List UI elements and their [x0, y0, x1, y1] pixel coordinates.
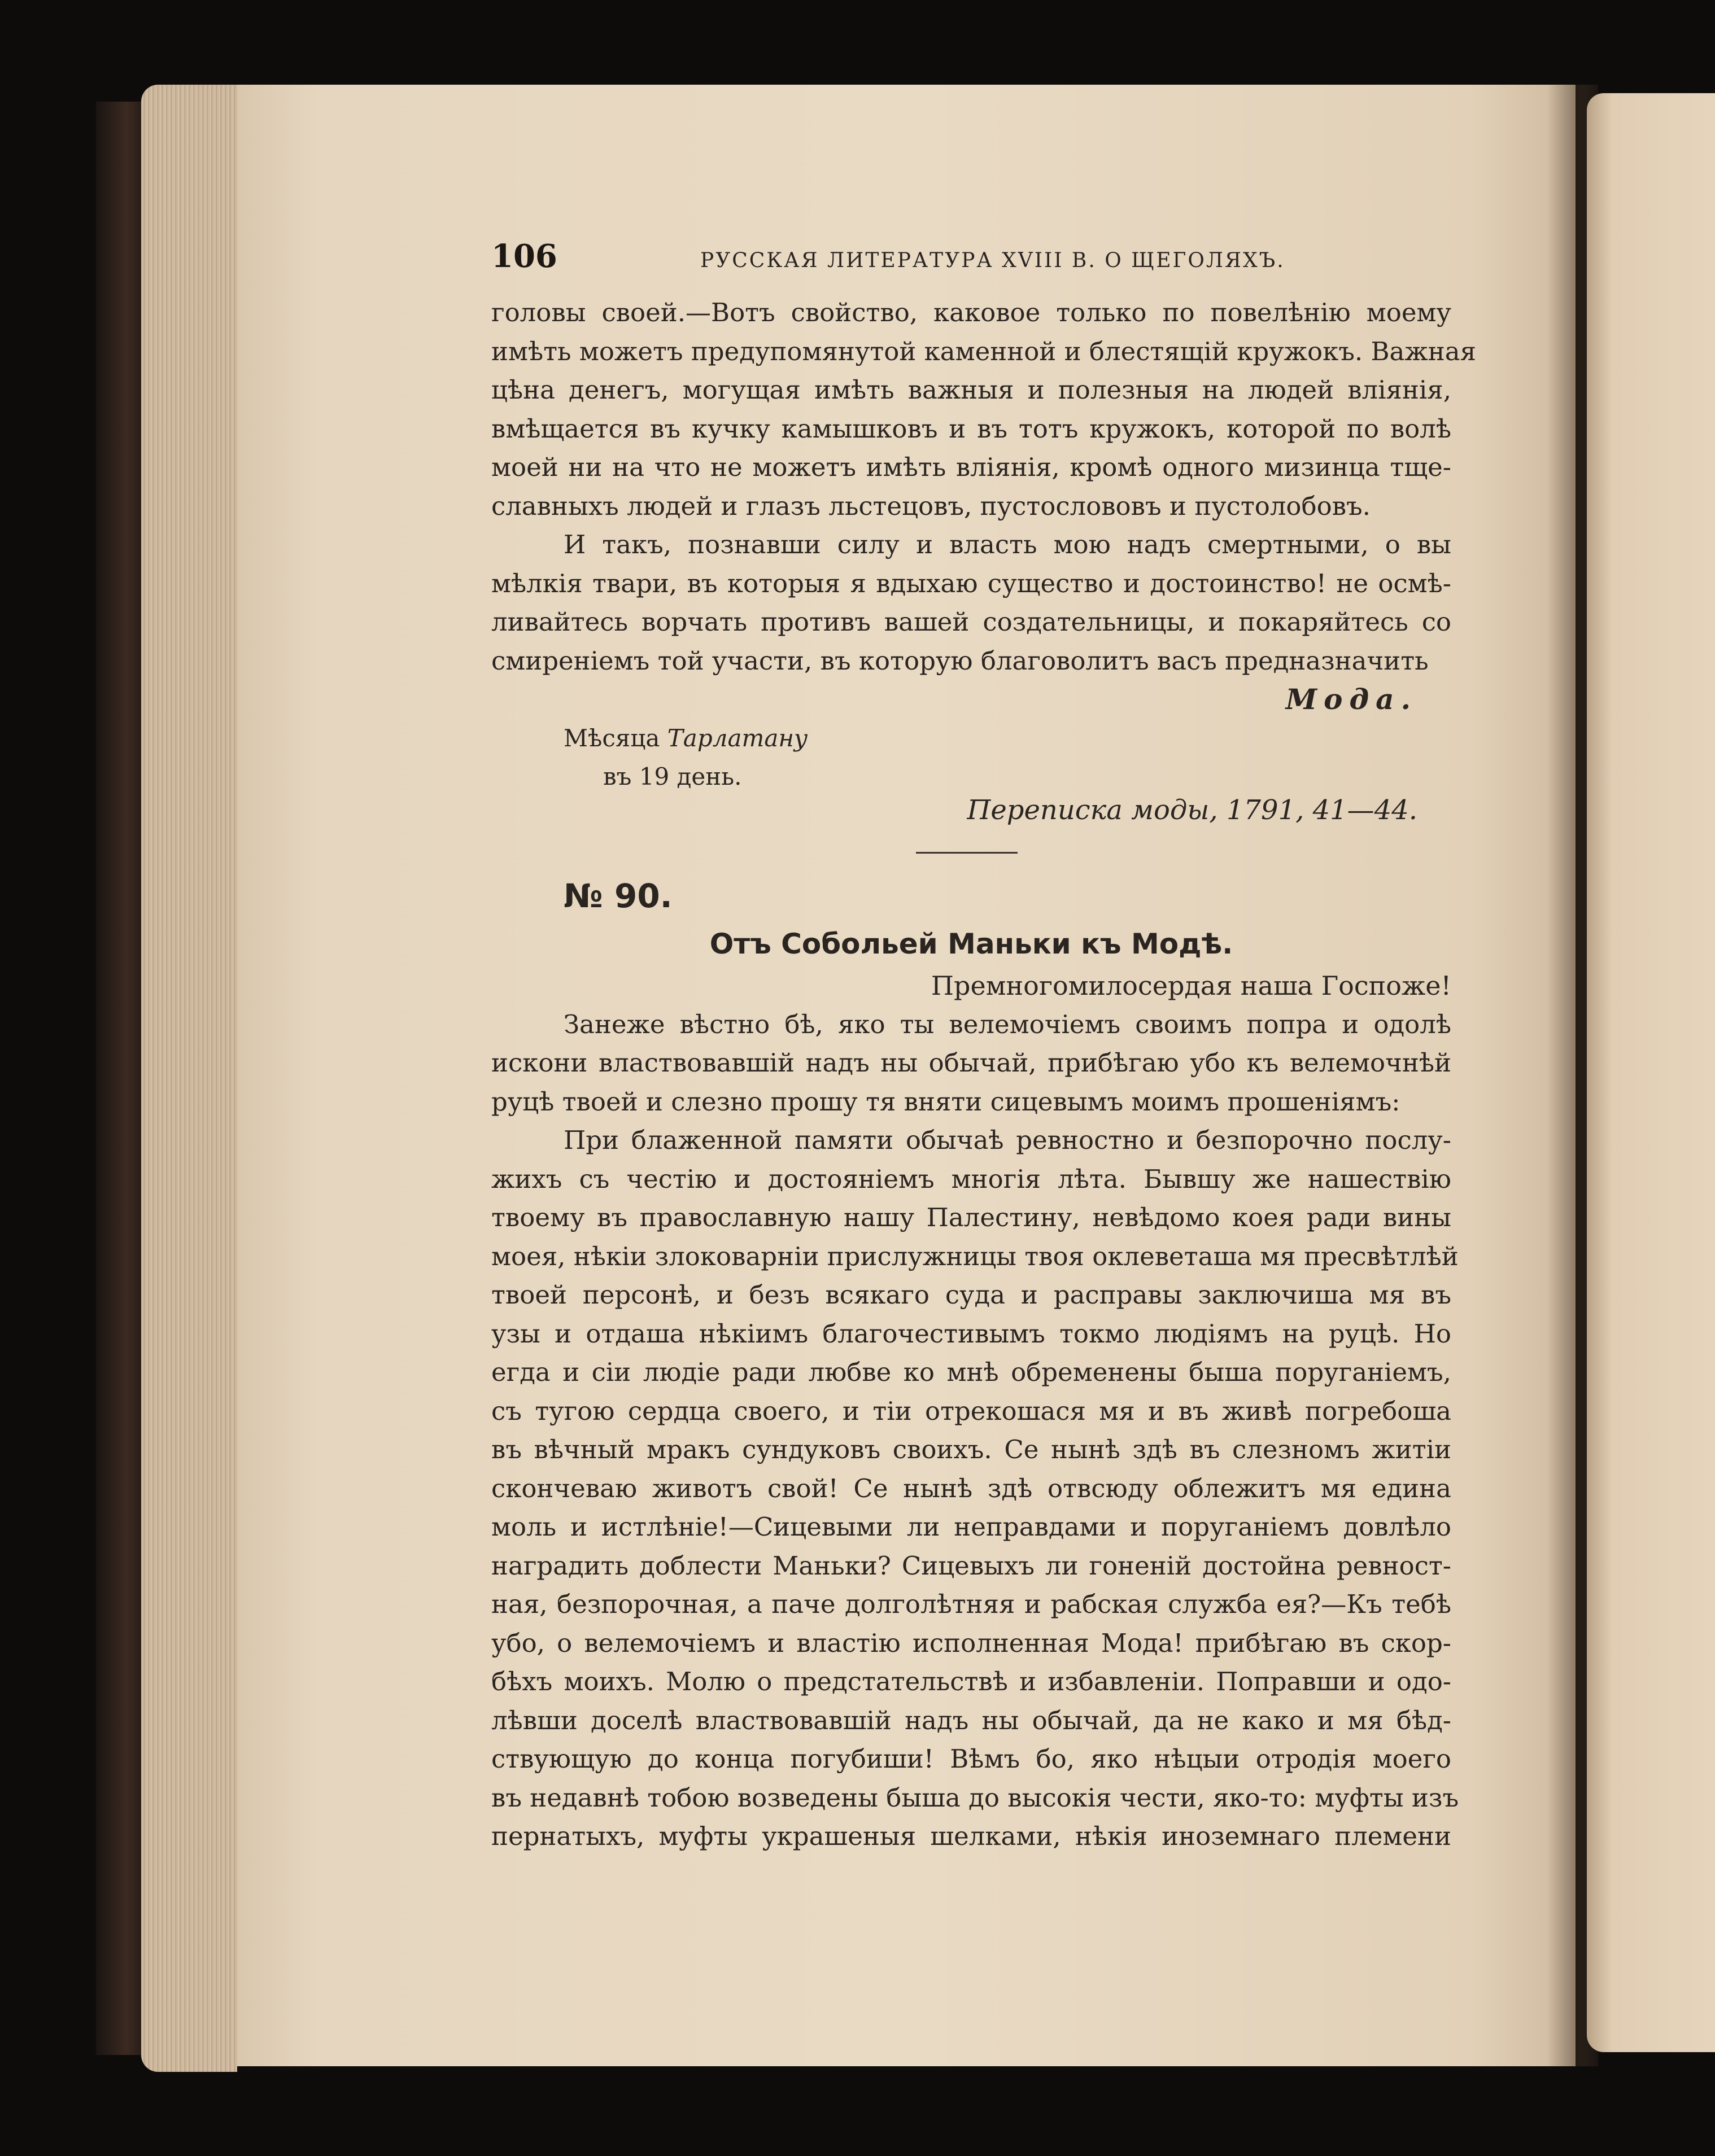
text-line: скончеваю животъ свой! Се нынѣ здѣ отвсюду облежитъ мя едина — [491, 1473, 1451, 1503]
text-line: вмѣщается въ кучку камышковъ и въ тотъ кружокъ, которой по волѣ — [491, 413, 1451, 444]
document-number: № 90. — [564, 877, 673, 915]
text-line: имѣть можетъ предупомянутой каменной и блестящій кружокъ. Важная — [491, 336, 1476, 366]
letter-title: Отъ Собольей Маньки къ Модѣ. — [709, 928, 1233, 960]
text-line: твоей персонѣ, и безъ всякаго суда и расправы заключиша мя въ — [491, 1280, 1451, 1310]
text-line: мѣлкія твари, въ которыя я вдыхаю существо и достоинство! не осмѣ- — [491, 568, 1451, 598]
text-line: При блаженной памяти обычаѣ ревностно и безпорочно послу- — [564, 1125, 1451, 1155]
running-title: РУССКАЯ ЛИТЕРАТУРА XVIII В. О ЩЕГОЛЯХЪ. — [700, 249, 1285, 272]
text-line: въ недавнѣ тобою возведены быша до высокія чести, яко-то: муфты изъ — [491, 1782, 1459, 1813]
paragraph-1 — [491, 294, 1476, 526]
salutation: Премногомилосердая наша Госпоже! — [931, 970, 1451, 1001]
text-line: Занеже вѣстно бѣ, яко ты велемочіемъ своимъ попра и одолѣ — [564, 1009, 1451, 1039]
page-edges — [141, 85, 237, 2072]
dateline — [564, 719, 1451, 797]
page-text — [491, 237, 1476, 1856]
facing-page — [1587, 93, 1715, 2052]
text-line: моей ни на что не можетъ имѣть вліянія, кромѣ одного мизинца тще- — [491, 452, 1451, 482]
text-line: жихъ съ честію и достояніемъ многія лѣта. Бывшу же нашествію — [491, 1164, 1451, 1194]
source-citation: Переписка моды, 1791, 41—44. — [967, 794, 1417, 826]
dateline-day: въ 19 день. — [603, 763, 742, 790]
text-line: лѣвши доселѣ властвовавшій надъ ны обычай, да не како и мя бѣд- — [491, 1705, 1451, 1735]
text-line: ливайтесь ворчать противъ вашей создательницы, и покаряйтесь со — [491, 607, 1451, 637]
text-line: ствующую до конца погубиши! Вѣмъ бо, яко нѣцыи отродія моего — [491, 1744, 1451, 1774]
section-divider — [916, 852, 1018, 854]
text-line: наградить доблести Маньки? Сицевыхъ ли гоненій достойна ревност- — [491, 1550, 1451, 1581]
text-line: цѣна денегъ, могущая имѣть важныя и полезныя на людей влiянія, — [491, 375, 1451, 405]
dateline-prefix: Мѣсяца — [564, 724, 660, 752]
text-line: головы своей.—Вотъ свойство, каковое только по повелѣнію моему — [491, 298, 1451, 327]
signature: Мода. — [1285, 683, 1417, 716]
dateline-month: Тарлатану — [667, 724, 808, 752]
text-line: узы и отдаша нѣкіимъ благочестивымъ токмо людіямъ на руцѣ. Но — [491, 1318, 1451, 1349]
text-line: егда и сіи людіе ради любве ко мнѣ обременены быша поруганіемъ, — [491, 1357, 1451, 1387]
text-line: ная, безпорочная, а паче долголѣтняя и рабская служба ея?—Къ тебѣ — [491, 1589, 1451, 1619]
letter-paragraph-2 — [491, 1121, 1459, 1856]
paragraph-2 — [491, 526, 1451, 680]
text-line: пернатыхъ, муфты украшеныя шелками, нѣкія иноземнаго племени — [491, 1821, 1451, 1851]
text-line: руцѣ твоей и слезно прошу тя вняти сицевымъ моимъ прошеніямъ: — [491, 1086, 1400, 1117]
text-line: моль и истлѣніе!—Сицевыми ли неправдами и поруганіемъ довлѣло — [491, 1512, 1451, 1542]
page-number: 106 — [491, 238, 557, 275]
text-line: славныхъ людей и глазъ льстецовъ, пустослововъ и пустолобовъ. — [491, 491, 1371, 521]
text-line: И такъ, познавши силу и власть мою надъ смертными, о вы — [564, 530, 1451, 559]
text-line: съ тугою сердца своего, и тіи отрекошася мя и въ живѣ погребоша — [491, 1396, 1451, 1426]
text-line: моея, нѣкіи злоковарніи прислужницы твоя оклеветаша мя пресвѣтлѣй — [491, 1241, 1459, 1271]
running-head — [491, 237, 1451, 294]
text-line: смиреніемъ той участи, въ которую благоволитъ васъ предназначить — [491, 645, 1429, 676]
book-spine — [96, 102, 147, 2055]
letter-paragraph-1 — [491, 1005, 1451, 1122]
text-line: твоему въ православную нашу Палестину, невѣдомо коея ради вины — [491, 1202, 1451, 1232]
text-line: въ вѣчный мракъ сундуковъ своихъ. Се нынѣ здѣ въ слезномъ житіи — [491, 1435, 1451, 1464]
text-line: убо, о велемочіемъ и властію исполненная Мода! прибѣгаю въ скор- — [491, 1628, 1451, 1658]
text-line: бѣхъ моихъ. Молю о предстательствѣ и избавленіи. Поправши и одо- — [491, 1667, 1451, 1696]
text-line: искони властвовавшій надъ ны обычай, прибѣгаю убо къ велемочнѣй — [491, 1048, 1451, 1078]
